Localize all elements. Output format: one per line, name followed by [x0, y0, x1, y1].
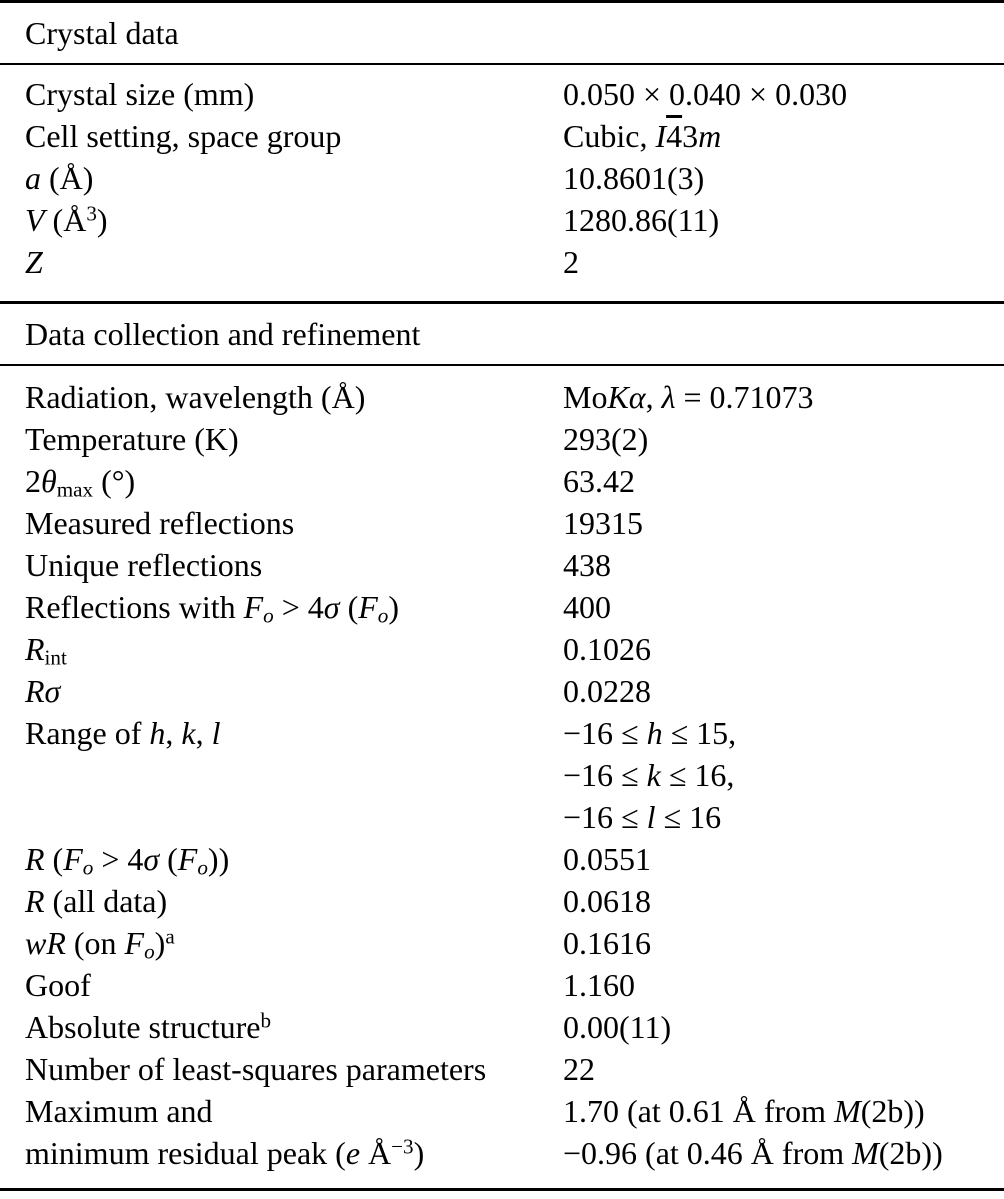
text-run: o: [82, 855, 94, 880]
text-run: M: [834, 1093, 861, 1129]
text-run: Unique reflections: [25, 547, 263, 583]
text-run: 0.0618: [563, 883, 651, 919]
text-run: Reflections with: [25, 589, 244, 625]
text-run: V: [25, 202, 45, 238]
text-run: ,: [645, 379, 662, 415]
row-value: [563, 880, 1004, 922]
text-run: Temperature (K): [25, 421, 239, 457]
text-run: (2b)): [878, 1135, 943, 1171]
row-value: [563, 460, 1004, 502]
row-label: [0, 1006, 563, 1048]
table-row: [0, 418, 1004, 460]
row-label: [0, 628, 563, 670]
text-run: σ: [44, 673, 61, 709]
row-value: [563, 115, 1004, 157]
table-row: [0, 1048, 1004, 1090]
row-label: [0, 880, 563, 922]
text-run: 0.0228: [563, 673, 651, 709]
text-run: (Å): [41, 160, 94, 196]
text-run: 400: [563, 589, 611, 625]
text-run: −0.96 (at 0.46 Å from: [563, 1135, 853, 1171]
text-run: (: [159, 841, 178, 877]
text-run: Cubic,: [563, 118, 656, 154]
text-run: Range of: [25, 715, 150, 751]
text-run: (°): [93, 463, 136, 499]
text-run: (on: [65, 925, 125, 961]
row-value: [563, 73, 1004, 115]
text-run: = 0.71073: [675, 379, 814, 415]
text-run: l: [211, 715, 221, 751]
row-value: [563, 922, 1004, 964]
text-run: ≤ 16,: [660, 757, 735, 793]
text-run: Measured reflections: [25, 505, 295, 541]
row-value: [563, 418, 1004, 460]
text-run: R: [25, 673, 45, 709]
text-run: 3: [682, 118, 699, 154]
text-run: ): [413, 1135, 425, 1171]
text-run: ,: [195, 715, 212, 751]
text-run: 2: [563, 244, 579, 280]
table-row: [0, 670, 1004, 712]
table-row: [0, 838, 1004, 880]
text-run: R: [25, 631, 45, 667]
text-run: (2b)): [860, 1093, 925, 1129]
row-label: [0, 922, 563, 964]
row-value: [563, 199, 1004, 241]
row-value: [563, 964, 1004, 1006]
text-run: Absolute structure: [25, 1009, 261, 1045]
text-run: −16 ≤: [563, 757, 647, 793]
row-label: [0, 544, 563, 586]
table-row: [0, 586, 1004, 628]
text-run: h: [149, 715, 166, 751]
text-run: F: [124, 925, 145, 961]
text-run: o: [144, 939, 155, 964]
text-run: 19315: [563, 505, 643, 541]
bottom-rule: [0, 1188, 1004, 1191]
text-run: Radiation, wavelength (Å): [25, 379, 366, 415]
table-row: [0, 544, 1004, 586]
row-value: [563, 670, 1004, 712]
row-value: [563, 628, 1004, 670]
text-run: int: [44, 645, 67, 670]
text-run: σ: [143, 841, 160, 877]
row-value: [563, 241, 1004, 283]
table-row: [0, 964, 1004, 1006]
row-value: [563, 1048, 1004, 1090]
text-run: > 4: [93, 841, 144, 877]
text-run: ): [388, 589, 399, 625]
table-row: [0, 712, 1004, 838]
text-run: Maximum and: [25, 1093, 213, 1129]
text-run: λ: [661, 379, 676, 415]
row-value: [563, 838, 1004, 880]
text-run: 438: [563, 547, 611, 583]
text-run: wR: [25, 925, 66, 961]
text-run: 1.70 (at 0.61 Å from: [563, 1093, 835, 1129]
crystal-data-rows: [0, 65, 1004, 301]
text-run: F: [63, 841, 83, 877]
text-run: Goof: [25, 967, 91, 1003]
section-data-collection: [0, 304, 1004, 1188]
row-label: [0, 502, 563, 544]
text-run: (Å: [44, 202, 87, 238]
text-run: I: [655, 118, 667, 154]
row-label: [0, 1048, 563, 1090]
text-run: 0.1616: [563, 925, 651, 961]
text-run: (: [339, 589, 359, 625]
text-run: Crystal size (mm): [25, 76, 255, 112]
text-run: > 4: [273, 589, 324, 625]
table-row: [0, 1090, 1004, 1174]
text-run: Å: [360, 1135, 392, 1171]
text-run: F: [358, 589, 378, 625]
text-run: Mo: [563, 379, 608, 415]
table-row: [0, 880, 1004, 922]
row-value: [563, 712, 1004, 838]
table-row: [0, 115, 1004, 157]
text-run: −16 ≤: [563, 799, 647, 835]
text-run: a: [25, 160, 41, 196]
row-label: [0, 241, 563, 283]
text-run: minimum residual peak (: [25, 1135, 346, 1171]
row-value: [563, 1006, 1004, 1048]
section-header-crystal-data: Crystal data: [25, 15, 179, 51]
row-label: [0, 712, 563, 754]
table-row: [0, 73, 1004, 115]
text-run: ): [154, 925, 166, 961]
text-run: Kα: [607, 379, 646, 415]
text-run: (: [44, 841, 64, 877]
text-run: 0.00(11): [563, 1009, 672, 1045]
text-run: (all data): [44, 883, 168, 919]
row-value: [563, 502, 1004, 544]
text-run: 0.050 × 0.040 × 0.030: [563, 76, 848, 112]
text-run: Cell setting, space group: [25, 118, 342, 154]
text-run: θ: [41, 463, 57, 499]
section-header-data-collection: Data collection and refinement: [25, 316, 421, 352]
text-run: 63.42: [563, 463, 635, 499]
table-row: [0, 241, 1004, 283]
row-label: [0, 73, 563, 115]
text-run: k: [646, 757, 661, 793]
text-run: 22: [563, 1051, 595, 1087]
table-row: [0, 502, 1004, 544]
text-run: −3: [391, 1134, 414, 1159]
row-value: [563, 544, 1004, 586]
text-run: 293(2): [563, 421, 649, 457]
row-label: [0, 838, 563, 880]
row-label: [0, 115, 563, 157]
text-run: ): [96, 202, 108, 238]
text-run: 2: [25, 463, 41, 499]
row-label: [0, 586, 563, 628]
text-run: max: [56, 477, 94, 502]
text-run: ,: [165, 715, 182, 751]
text-run: R: [25, 841, 45, 877]
table-row: [0, 376, 1004, 418]
row-label: [0, 964, 563, 1006]
text-run: o: [263, 603, 274, 628]
text-run: M: [852, 1135, 879, 1171]
data-collection-rows: [0, 366, 1004, 1188]
text-run: e: [345, 1135, 361, 1171]
row-value: [563, 1090, 1004, 1174]
text-run: σ: [323, 589, 340, 625]
text-run: l: [646, 799, 656, 835]
text-run: F: [177, 841, 198, 877]
section-crystal-data: [0, 3, 1004, 301]
table-row: [0, 460, 1004, 502]
text-run: b: [260, 1008, 272, 1033]
text-run: )): [207, 841, 230, 877]
table-row: [0, 922, 1004, 964]
text-run: 1.160: [563, 967, 635, 1003]
table-row: [0, 628, 1004, 670]
text-run: ≤ 16: [655, 799, 722, 835]
text-run: Z: [25, 244, 43, 280]
row-value: [563, 586, 1004, 628]
table-row: [0, 1006, 1004, 1048]
row-label: [0, 376, 563, 418]
text-run: 1280.86(11): [563, 202, 720, 238]
text-run: R: [25, 883, 45, 919]
text-run: Number of least-squares parameters: [25, 1051, 487, 1087]
text-run: 0.1026: [563, 631, 651, 667]
text-run: ≤ 15,: [662, 715, 737, 751]
text-run: o: [197, 855, 208, 880]
text-run: 4: [666, 118, 683, 154]
row-label: [0, 418, 563, 460]
table-row: [0, 199, 1004, 241]
row-label: [0, 670, 563, 712]
row-value: [563, 376, 1004, 418]
text-run: a: [165, 924, 175, 949]
row-label: [0, 157, 563, 199]
text-run: 0.0551: [563, 841, 651, 877]
row-label: [0, 1090, 563, 1174]
text-run: −16 ≤: [563, 715, 647, 751]
row-label: [0, 199, 563, 241]
text-run: F: [243, 589, 264, 625]
text-run: o: [377, 603, 389, 628]
table-row: [0, 157, 1004, 199]
text-run: h: [646, 715, 663, 751]
text-run: k: [181, 715, 196, 751]
text-run: 10.8601(3): [563, 160, 705, 196]
text-run: m: [698, 118, 722, 154]
row-label: [0, 460, 563, 502]
text-run: 3: [86, 201, 97, 226]
row-value: [563, 157, 1004, 199]
